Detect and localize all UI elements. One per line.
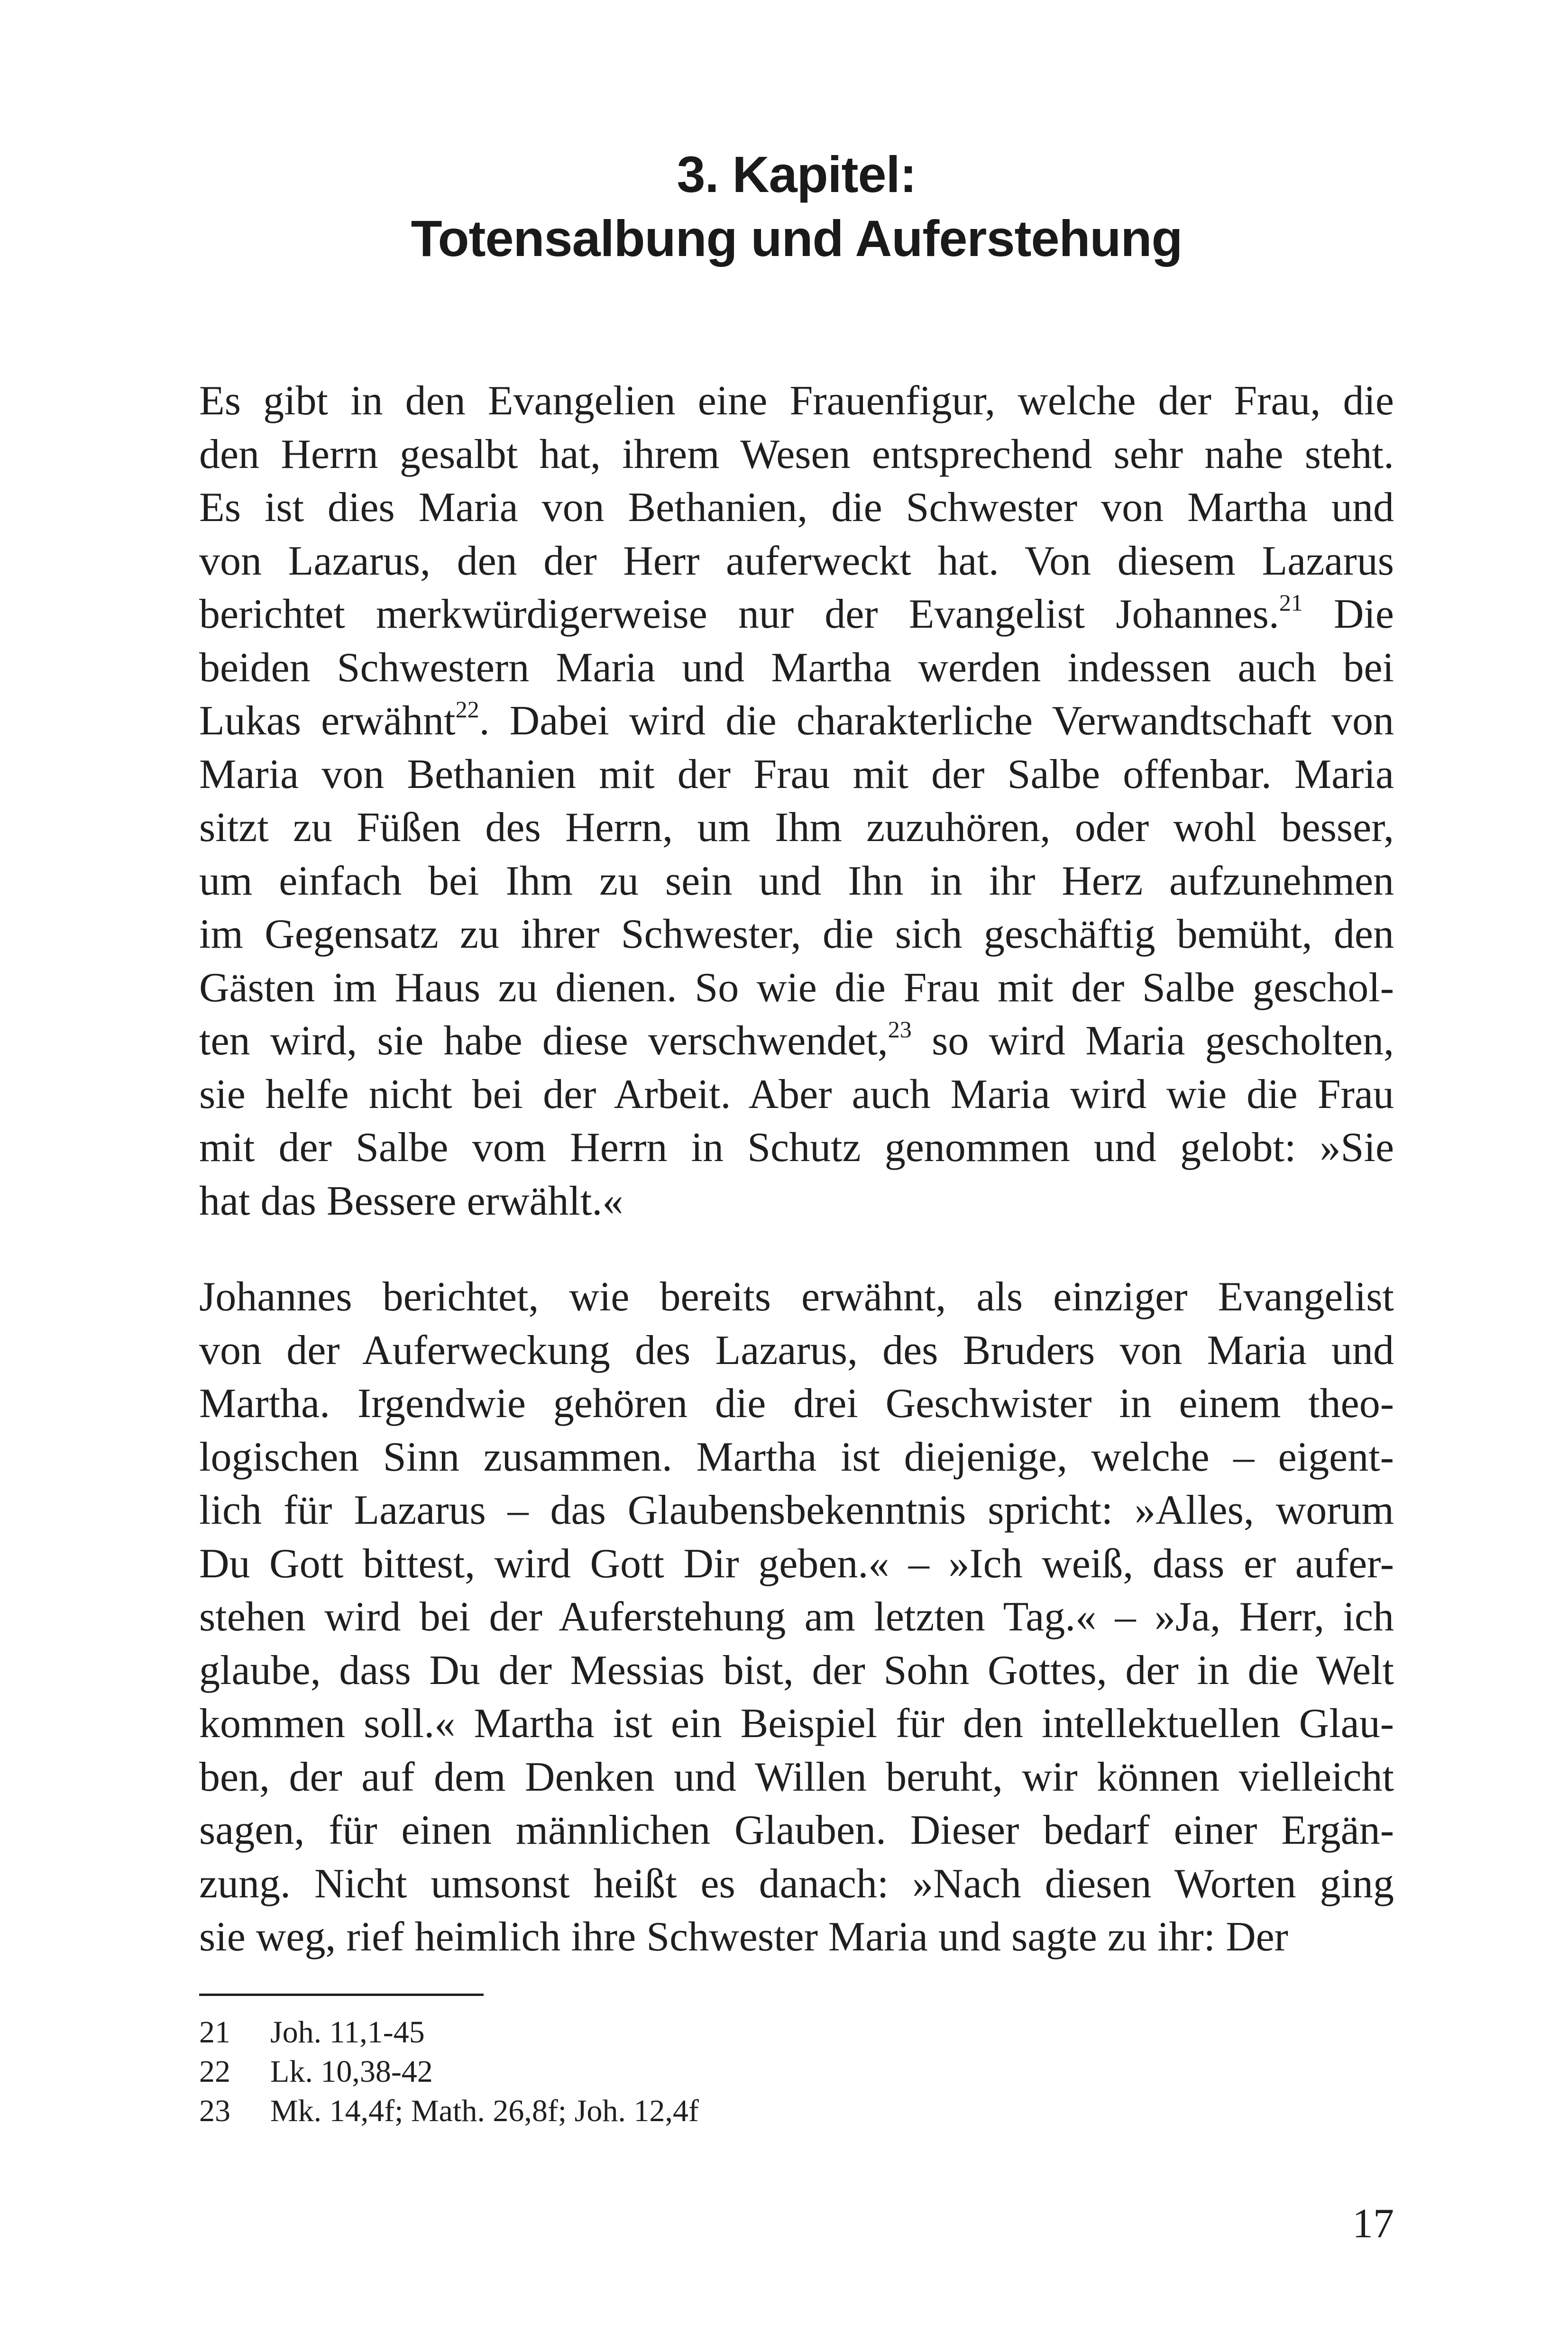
text-line [199,1484,1394,1537]
text-line [199,1121,1394,1175]
page-number: 17 [1352,2201,1394,2247]
text-segment: Es gibt in den Evangelien eine Frauenfigur, welche der Frau, die [199,378,1394,424]
text-segment: lich für Lazarus – das Glaubensbekenntnis spricht: »Alles, worum [199,1487,1394,1533]
footnote-separator [199,1994,484,1996]
text-segment: ten wird, sie habe diese verschwendet, [199,1018,888,1064]
text-segment: Die [1302,591,1394,637]
paragraph-2 [199,1271,1394,1964]
text-segment: kommen soll.« Martha ist ein Beispiel für den intellektuellen Glau- [199,1701,1394,1747]
text-segment: stehen wird bei der Auferstehung am letzten Tag.« – »Ja, Herr, ich [199,1594,1394,1640]
text-segment: mit der Salbe vom Herrn in Schutz genommen und gelobt: »Sie [199,1125,1394,1171]
text-segment: hat das Bessere erwählt.« [199,1178,624,1224]
text-segment: um einfach bei Ihm zu sein und Ihn in ihr Herz aufzunehmen [199,858,1394,904]
text-line [199,908,1394,961]
text-line [199,1858,1394,1911]
text-segment: den Herrn gesalbt hat, ihrem Wesen entsprechend sehr nahe steht. [199,431,1394,477]
text-segment: so wird Maria gescholten, [911,1018,1394,1064]
text-segment: sie weg, rief heimlich ihre Schwester Maria und sagte zu ihr: Der [199,1914,1288,1960]
text-line [199,801,1394,855]
text-line [199,481,1394,535]
text-segment: berichtet merkwürdigerweise nur der Evangelist Johannes. [199,591,1279,637]
chapter-title: Totensalbung und Auferstehung [411,210,1183,267]
footnote-text: Lk. 10,38-42 [270,2054,433,2089]
text-line [199,1068,1394,1122]
text-line [199,961,1394,1015]
chapter-heading [199,142,1394,270]
text-segment: sie helfe nicht bei der Arbeit. Aber auch Maria wird wie die Frau [199,1071,1394,1117]
text-line [199,748,1394,802]
text-line [199,855,1394,908]
footnote-reference: 23 [888,1016,912,1043]
text-line [199,1591,1394,1644]
text-line [199,1175,1394,1228]
text-line [199,695,1394,748]
text-segment: im Gegensatz zu ihrer Schwester, die sich geschäftig bemüht, den [199,911,1394,957]
text-line [199,1804,1394,1858]
text-line [199,1697,1394,1751]
text-line [199,1431,1394,1484]
text-line [199,641,1394,695]
text-segment: zung. Nicht umsonst heißt es danach: »Nach diesen Worten ging [199,1860,1394,1907]
footnote-number: 22 [199,2054,230,2089]
text-segment: Johannes berichtet, wie bereits erwähnt, als einziger Evangelist [199,1274,1394,1320]
footnote-reference: 22 [455,696,479,723]
footnote-22 [199,2052,1394,2091]
footnotes [199,2013,1394,2131]
text-segment: Gästen im Haus zu dienen. So wie die Frau mit der Salbe geschol- [199,964,1394,1011]
footnote-text: Mk. 14,4f; Math. 26,8f; Joh. 12,4f [270,2094,699,2128]
text-segment: beiden Schwestern Maria und Martha werden indessen auch bei [199,644,1394,691]
text-line [199,1644,1394,1698]
text-line [199,1377,1394,1431]
text-segment: glaube, dass Du der Messias bist, der Sohn Gottes, der in die Welt [199,1647,1394,1693]
text-segment: von Lazarus, den der Herr auferweckt hat. Von diesem Lazarus [199,538,1394,584]
text-segment: logischen Sinn zusammen. Martha ist diejenige, welche – eigent- [199,1434,1394,1480]
footnote-number: 23 [199,2094,230,2128]
text-segment: . Dabei wird die charakterliche Verwandtschaft von [479,698,1394,744]
footnote-text: Joh. 11,1-45 [270,2015,425,2050]
text-line [199,428,1394,482]
text-line [199,1911,1394,1964]
footnote-21 [199,2013,1394,2052]
text-line [199,588,1394,641]
text-segment: sitzt zu Füßen des Herrn, um Ihm zuzuhören, oder wohl besser, [199,805,1394,851]
footnote-23 [199,2091,1394,2131]
text-segment: Martha. Irgendwie gehören die drei Geschwister in einem theo- [199,1381,1394,1427]
text-segment: sagen, für einen männlichen Glauben. Dieser bedarf einer Ergän- [199,1807,1394,1853]
text-segment: Es ist dies Maria von Bethanien, die Schwester von Martha und [199,485,1394,531]
text-line [199,1271,1394,1324]
footnote-number: 21 [199,2015,230,2050]
text-line [199,535,1394,588]
text-segment: von der Auferweckung des Lazarus, des Bruders von Maria und [199,1327,1394,1373]
text-segment: Du Gott bittest, wird Gott Dir geben.« – »Ich weiß, dass er aufer- [199,1540,1394,1587]
text-line [199,1537,1394,1591]
paragraph-1 [199,375,1394,1228]
text-line [199,1751,1394,1804]
text-segment: Lukas erwähnt [199,698,456,744]
text-line [199,375,1394,428]
text-line [199,1324,1394,1378]
text-segment: ben, der auf dem Denken und Willen beruht, wir können vielleicht [199,1754,1394,1800]
text-line [199,1015,1394,1068]
text-segment: Maria von Bethanien mit der Frau mit der Salbe offenbar. Maria [199,751,1394,797]
footnote-reference: 21 [1279,589,1303,616]
chapter-number: 3. Kapitel: [677,146,917,203]
